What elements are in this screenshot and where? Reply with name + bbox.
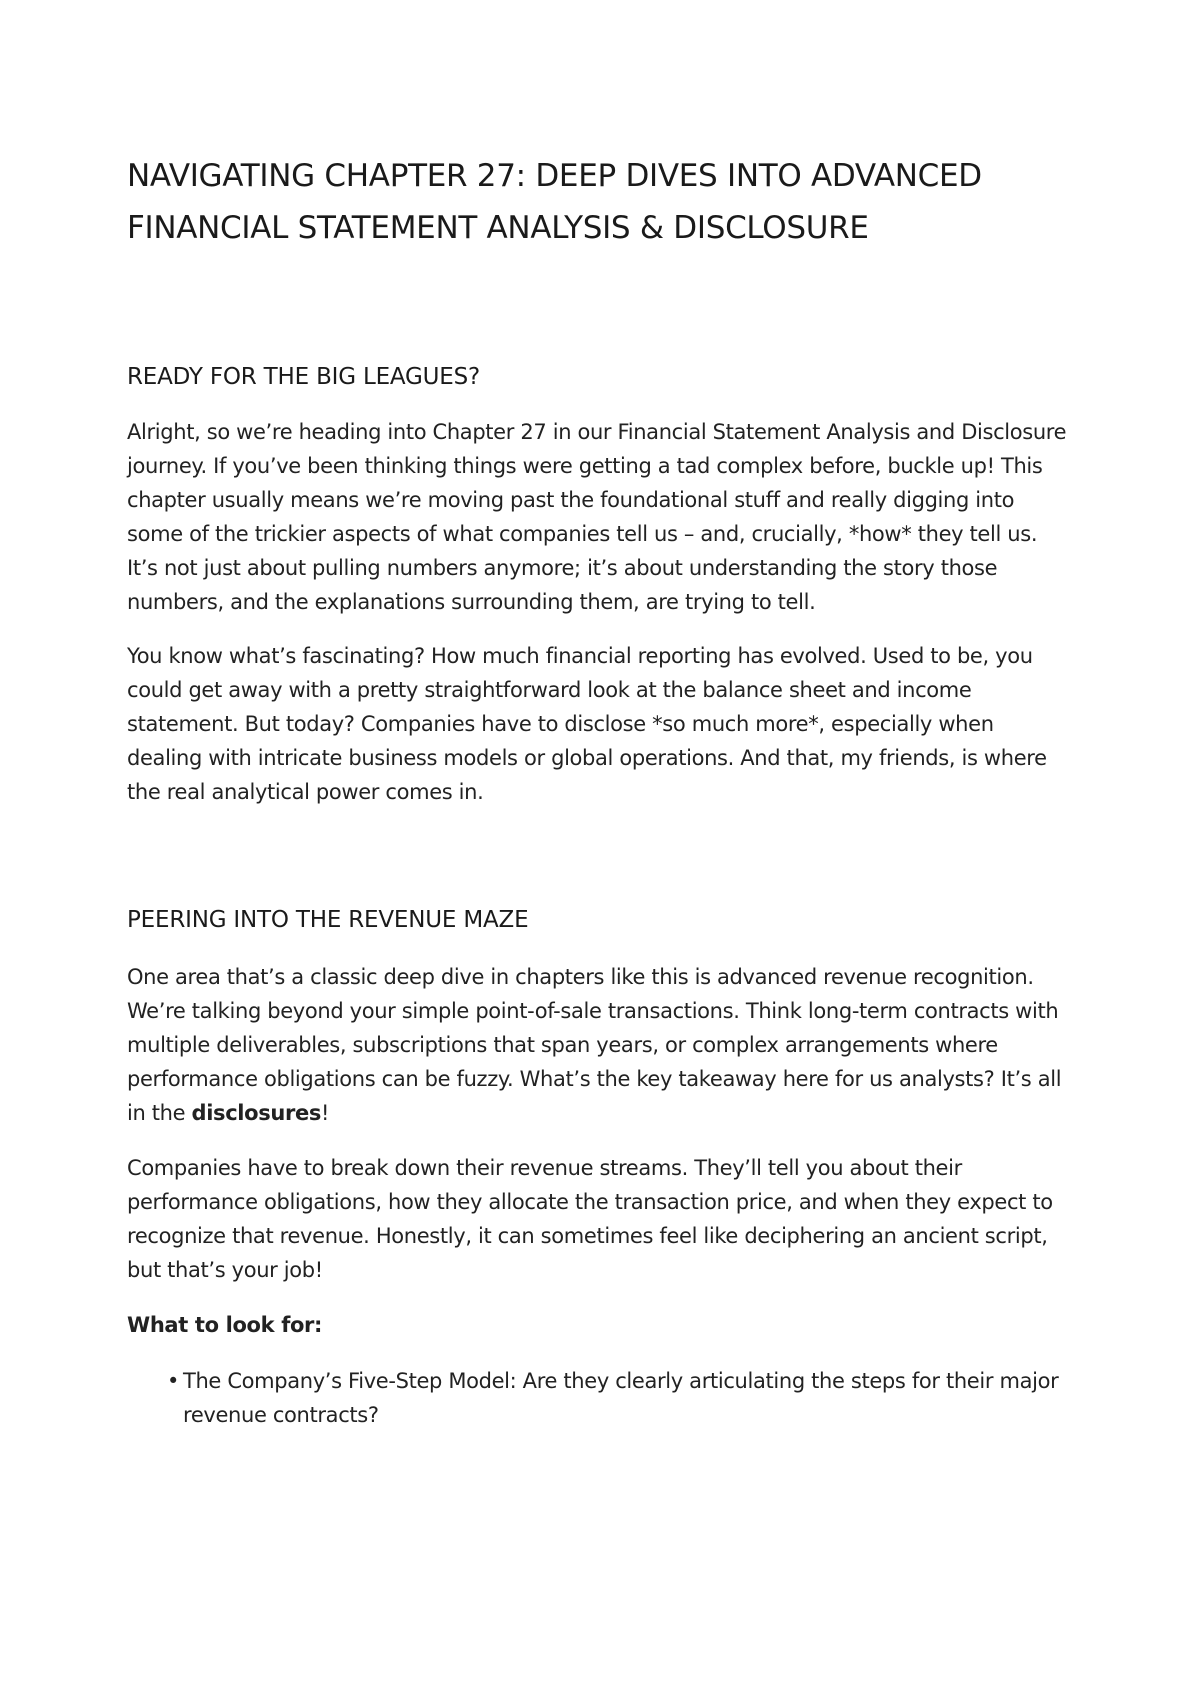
- paragraph-revenue-recognition: [127, 960, 1072, 1130]
- bullet-icon: •: [167, 1369, 180, 1393]
- paragraph-revenue-streams: Companies have to break down their revenue streams. They’ll tell you about their performance obligations, how they allocate the transaction price, and when they expect to recognize that revenue. Honestly, it can sometimes feel like deciphering an ancient script, but that’s your job!: [127, 1156, 1053, 1282]
- paragraph-text-end: !: [321, 1101, 330, 1125]
- paragraph-text: One area that’s a classic deep dive in chapters like this is advanced revenue recognition. We’re talking beyond your simple point-of-sale transactions. Think long-term contracts with multiple deliverables, subscriptions that span years, or complex arrangements where performance obligations can be fuzzy. What’s the key takeaway here for us analysts? It’s all in the: [127, 965, 1062, 1125]
- paragraph-evolution: You know what’s fascinating? How much financial reporting has evolved. Used to be, you could get away with a pretty straightforward look at the balance sheet and income statement. But today? Companies have to disclose *so much more*, especially when dealing with intricate business models or global operations. And that, my friends, is where the real analytical power comes in.: [127, 644, 1047, 804]
- document-title: NAVIGATING CHAPTER 27: DEEP DIVES INTO ADVANCED FINANCIAL STATEMENT ANALYSIS & DISCLOSURE: [127, 158, 982, 246]
- section-heading-revenue-maze: PEERING INTO THE REVENUE MAZE: [127, 907, 529, 933]
- section-heading-big-leagues: READY FOR THE BIG LEAGUES?: [127, 364, 481, 390]
- paragraph-intro: Alright, so we’re heading into Chapter 27 in our Financial Statement Analysis and Disclosure journey. If you’ve been thinking things were getting a tad complex before, buckle up! This chapter usually means we’re moving past the foundational stuff and really digging into some of the trickier aspects of what companies tell us – and, crucially, *how* they tell us. It’s not just about pulling numbers anymore; it’s about understanding the story those numbers, and the explanations surrounding them, are trying to tell.: [127, 420, 1067, 614]
- list-item: [167, 1364, 1072, 1432]
- disclosures-emphasis: disclosures: [191, 1101, 322, 1125]
- list-item-text: The Company’s Five-Step Model: Are they clearly articulating the steps for their major revenue contracts?: [183, 1369, 1059, 1427]
- look-for-list: [127, 1364, 1072, 1432]
- document-page: [127, 150, 1072, 1432]
- what-to-look-for-heading: What to look for:: [127, 1313, 323, 1337]
